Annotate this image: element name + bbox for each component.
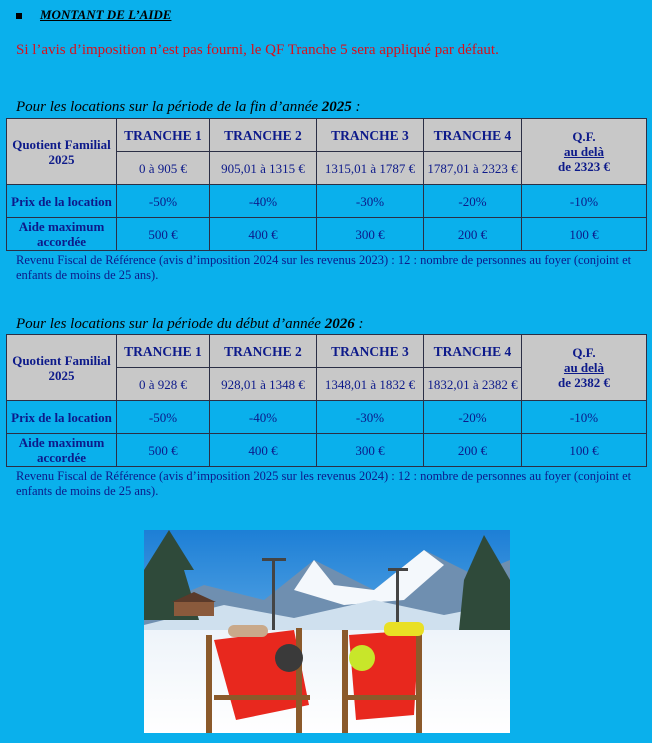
period-title-2025 [16,99,361,116]
tranche-3-header: TRANCHE 3 [317,335,424,368]
price-tranche-2: -40% [210,401,317,434]
period-prefix: Pour les locations sur la période du début d’année [16,316,325,332]
price-label-cell: Prix de la location [7,185,117,218]
period-title-2026 [16,316,363,333]
price-tranche-1: -50% [117,401,210,434]
aid-label-cell: Aide maximum accordée [7,218,117,251]
qf-beyond-cell [522,119,647,185]
tranche-3-range: 1315,01 à 1787 € [317,152,424,185]
aid-table-2026 [6,334,647,467]
tranche-4-header: TRANCHE 4 [424,335,522,368]
period-suffix: : [354,316,364,332]
section-heading: MONTANT DE L’AIDE [40,7,172,22]
aid-label-cell: Aide maximum accordée [7,434,117,467]
price-tranche-2: -40% [210,185,317,218]
price-tranche-3: -30% [317,401,424,434]
period-prefix: Pour les locations sur la période de la fin d’année [16,99,322,115]
tranche-3-range: 1348,01 à 1832 € [317,368,424,401]
qf-beyond-title: Q.F. [572,345,596,360]
aid-tranche-1: 500 € [117,218,210,251]
default-tranche-notice: Si l’avis d’imposition n’est pas fourni, le QF Tranche 5 sera appliqué par défaut. [16,42,499,58]
price-tranche-1: -50% [117,185,210,218]
aid-qf-beyond: 100 € [522,434,647,467]
price-tranche-3: -30% [317,185,424,218]
qf-label-cell: Quotient Familial 2025 [7,335,117,401]
aid-tranche-1: 500 € [117,434,210,467]
ski-resort-photo [144,530,510,733]
section-heading-row [16,7,171,23]
tranche-2-header: TRANCHE 2 [210,119,317,152]
aid-table-2025 [6,118,647,251]
bullet-icon [16,13,22,19]
tranche-4-range: 1832,01 à 2382 € [424,368,522,401]
tranche-2-header: TRANCHE 2 [210,335,317,368]
qf-beyond-underline: au delà [563,360,605,375]
period-year: 2026 [324,316,355,332]
price-tranche-4: -20% [424,401,522,434]
aid-qf-beyond: 100 € [522,218,647,251]
tranche-1-header: TRANCHE 1 [117,335,210,368]
period-year: 2025 [321,99,352,115]
period-suffix: : [351,99,361,115]
qf-beyond-title: Q.F. [572,129,596,144]
aid-tranche-4: 200 € [424,434,522,467]
qf-beyond-underline: au delà [563,144,605,159]
tranche-2-range: 928,01 à 1348 € [210,368,317,401]
footnote-2025: Revenu Fiscal de Référence (avis d’imposition 2024 sur les revenus 2023) : 12 : nombre de personnes au foyer (conjoint et enfants de moins de 25 ans). [16,253,632,282]
qf-label-cell: Quotient Familial 2025 [7,119,117,185]
tranche-4-header: TRANCHE 4 [424,119,522,152]
tranche-2-range: 905,01 à 1315 € [210,152,317,185]
price-qf-beyond: -10% [522,401,647,434]
aid-tranche-2: 400 € [210,218,317,251]
tranche-1-range: 0 à 928 € [117,368,210,401]
qf-beyond-cell [522,335,647,401]
price-qf-beyond: -10% [522,185,647,218]
aid-tranche-4: 200 € [424,218,522,251]
aid-tranche-3: 300 € [317,434,424,467]
price-label-cell: Prix de la location [7,401,117,434]
footnote-2026: Revenu Fiscal de Référence (avis d’imposition 2025 sur les revenus 2024) : 12 : nombre de personnes au foyer (conjoint et enfants de moins de 25 ans). [16,469,632,498]
aid-tranche-2: 400 € [210,434,317,467]
tranche-4-range: 1787,01 à 2323 € [424,152,522,185]
tranche-1-range: 0 à 905 € [117,152,210,185]
qf-beyond-value: de 2323 € [558,159,610,174]
qf-beyond-value: de 2382 € [558,375,610,390]
aid-tranche-3: 300 € [317,218,424,251]
tranche-3-header: TRANCHE 3 [317,119,424,152]
price-tranche-4: -20% [424,185,522,218]
tranche-1-header: TRANCHE 1 [117,119,210,152]
